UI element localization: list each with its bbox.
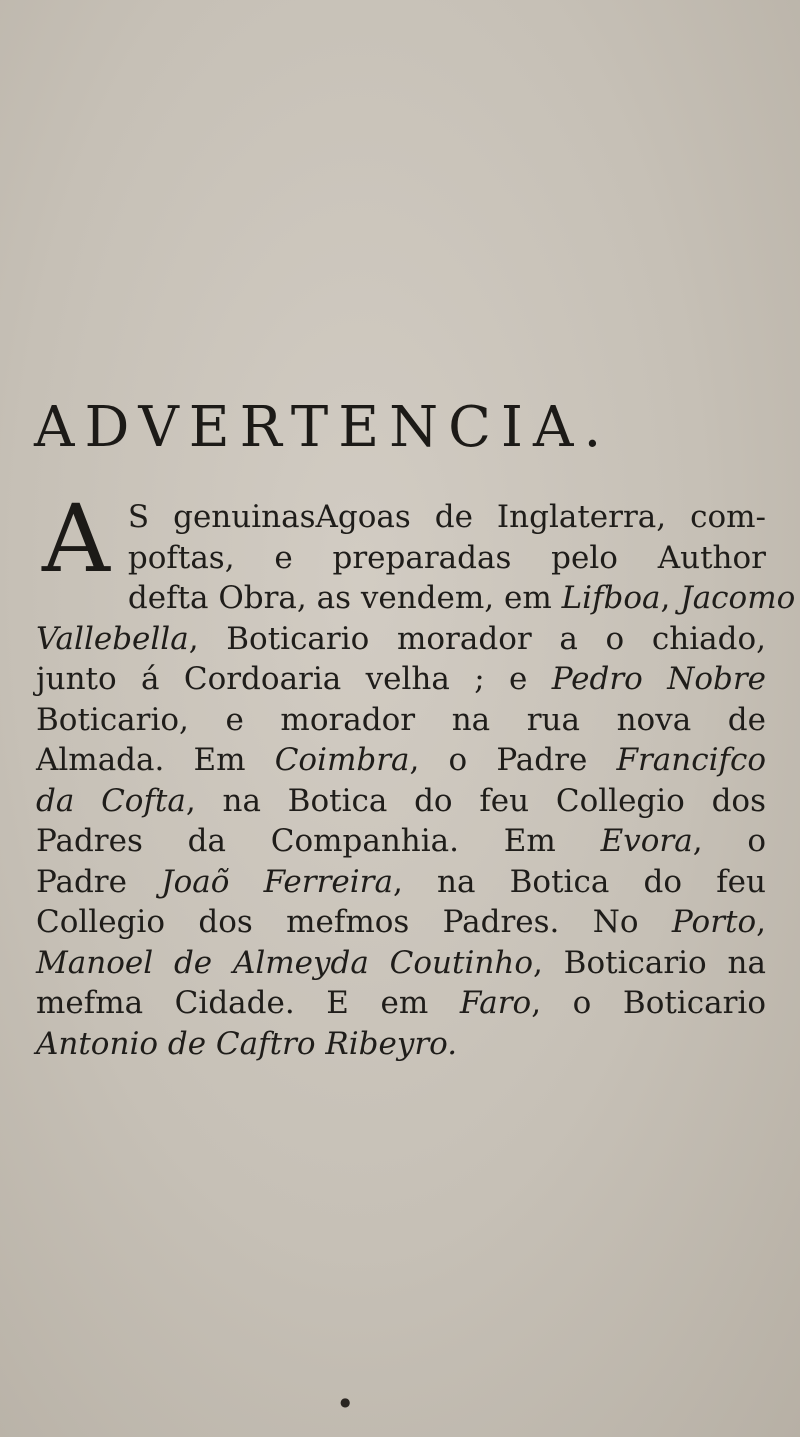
italic-text-segment: Joaõ Ferreira: [161, 863, 393, 900]
italic-text-segment: Faro: [459, 985, 532, 1021]
text-segment: Collegio dos mefmos Padres. No: [36, 904, 672, 940]
page-title: ADVERTENCIA.: [34, 395, 612, 460]
text-segment: Padres da Companhia. Em: [36, 823, 601, 859]
text-segment: Almada. Em: [36, 742, 275, 778]
text-line: [36, 538, 766, 579]
italic-text-segment: Francifco: [616, 742, 767, 778]
text-segment: , Boticario morador a o chiado,: [188, 620, 766, 657]
text-line: [36, 659, 766, 700]
drop-cap: A: [42, 485, 110, 594]
text-segment: junto á Cordoaria velha ; e: [36, 661, 552, 697]
italic-text-segment: Manoel de Almeyda Coutinho: [36, 944, 533, 981]
text-line: [36, 983, 766, 1024]
text-line: [36, 740, 766, 781]
italic-text-segment: Lifboa: [561, 580, 661, 616]
italic-text-segment: Vallebella: [36, 620, 189, 657]
italic-text-segment: Coimbra: [274, 742, 410, 778]
italic-text-segment: da Cofta: [36, 782, 186, 819]
printer-mark: ●: [340, 1395, 351, 1409]
text-line: [36, 902, 766, 943]
text-segment: , na Botica do feu: [392, 863, 766, 900]
text-segment: S genuinasAgoas de Inglaterra, com-: [127, 499, 766, 535]
italic-text-segment: Evora: [600, 823, 693, 859]
body-text: [36, 485, 796, 1064]
italic-text-segment: Pedro Nobre: [551, 661, 766, 697]
text-line: [36, 821, 766, 862]
text-segment: ,: [756, 904, 766, 940]
text-line: [36, 1024, 766, 1065]
text-segment: Padre: [36, 863, 162, 900]
italic-text-segment: Antonio de Caftro Ribeyro.: [36, 1025, 458, 1062]
text-line: [36, 578, 796, 619]
text-segment: , o: [692, 823, 766, 859]
text-segment: , o Padre: [409, 742, 617, 778]
text-segment: mefma Cidade. E em: [36, 985, 460, 1021]
italic-text-segment: Jacomo: [680, 580, 796, 616]
text-segment: defta Obra, as vendem, em: [127, 580, 562, 616]
text-line: [36, 862, 766, 903]
text-segment: ,: [660, 580, 681, 616]
text-line: [36, 943, 766, 984]
italic-text-segment: Porto: [671, 904, 757, 940]
text-line: [36, 781, 766, 822]
text-segment: Boticario, e morador na rua nova de: [36, 701, 766, 738]
text-segment: , Boticario na: [532, 944, 766, 981]
text-segment: poftas, e preparadas pelo Author: [127, 539, 766, 576]
text-line: [36, 619, 766, 660]
text-segment: , o Boticario: [531, 985, 766, 1021]
text-line: [36, 497, 766, 538]
text-segment: , na Botica do feu Collegio dos: [185, 782, 766, 819]
text-line: [36, 700, 766, 741]
